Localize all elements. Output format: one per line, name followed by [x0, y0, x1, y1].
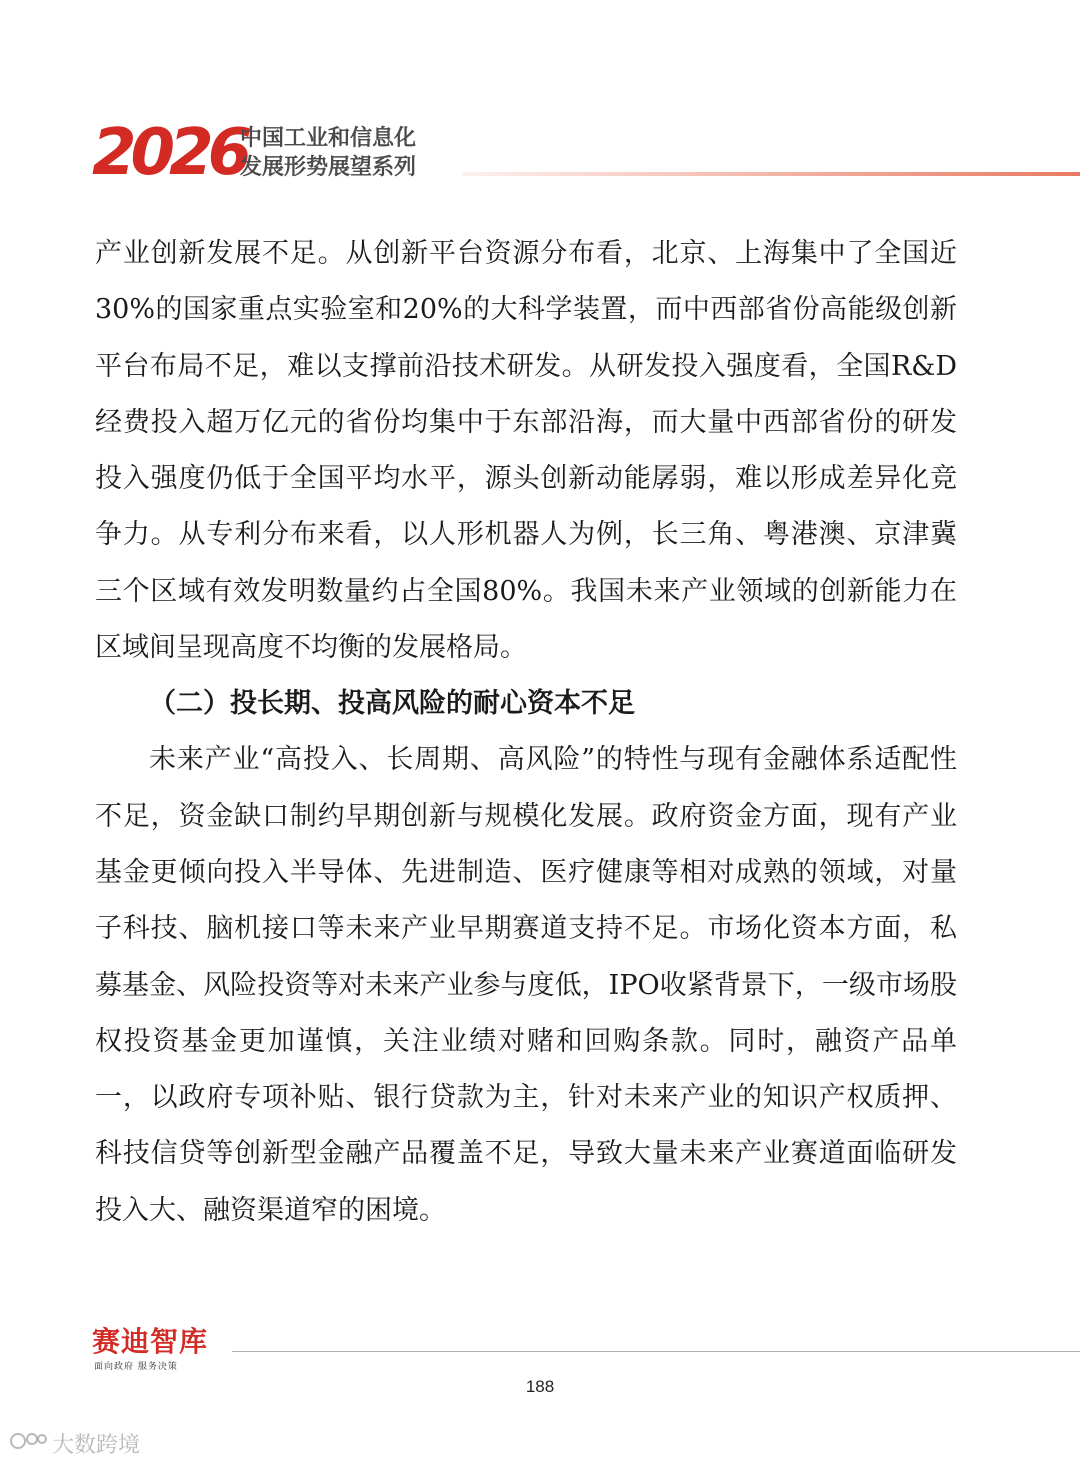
watermark-text: 大数跨境	[52, 1433, 141, 1458]
page-header	[92, 118, 1080, 188]
brand-logo: 赛迪智库	[92, 1325, 209, 1358]
page-footer	[92, 1326, 1080, 1376]
paragraph-2: 未来产业“高投入、长周期、高风险”的特性与现有金融体系适配性不足，资金缺口制约早期创新与规模化发展。政府资金方面，现有产业基金更倾向投入半导体、先进制造、医疗健康等相对成熟的领域，对量子科技、脑机接口等未来产业早期赛道支持不足。市场化资本方面，私募基金、风险投资等对未来产业参与度低，IPO收紧背景下，一级市场股权投资基金更加谨慎，关注业绩对赌和回购条款。同时，融资产品单一，以政府专项补贴、银行贷款为主，针对未来产业的知识产权质押、科技信贷等创新型金融产品覆盖不足，导致大量未来产业赛道面临研发投入大、融资渠道窄的困境。	[95, 744, 957, 1226]
watermark-logo-icon	[8, 1430, 48, 1457]
series-title-line2: 发展形势展望系列	[240, 155, 417, 180]
watermark	[8, 1428, 140, 1459]
footer-divider	[232, 1351, 1080, 1352]
year-logo: 2026	[92, 116, 247, 190]
header-divider	[462, 172, 1080, 176]
section-heading: （二）投长期、投高风险的耐心资本不足	[149, 688, 635, 720]
brand-tagline: 面向政府 服务决策	[94, 1362, 178, 1372]
series-title-line1: 中国工业和信息化	[240, 126, 417, 151]
page-number: 188	[525, 1377, 555, 1396]
paragraph-1: 产业创新发展不足。从创新平台资源分布看，北京、上海集中了全国近30%的国家重点实验室和20%的大科学装置，而中西部省份高能级创新平台布局不足，难以支撑前沿技术研发。从研发投入强度看，全国R&D经费投入超万亿元的省份均集中于东部沿海，而大量中西部省份的研发投入强度仍低于全国平均水平，源头创新动能孱弱，难以形成差异化竞争力。从专利分布来看，以人形机器人为例，长三角、粤港澳、京津冀三个区域有效发明数量约占全国80%。我国未来产业领域的创新能力在区域间呈现高度不均衡的发展格局。	[95, 238, 957, 664]
page-content	[95, 226, 957, 1239]
series-title	[240, 124, 416, 182]
